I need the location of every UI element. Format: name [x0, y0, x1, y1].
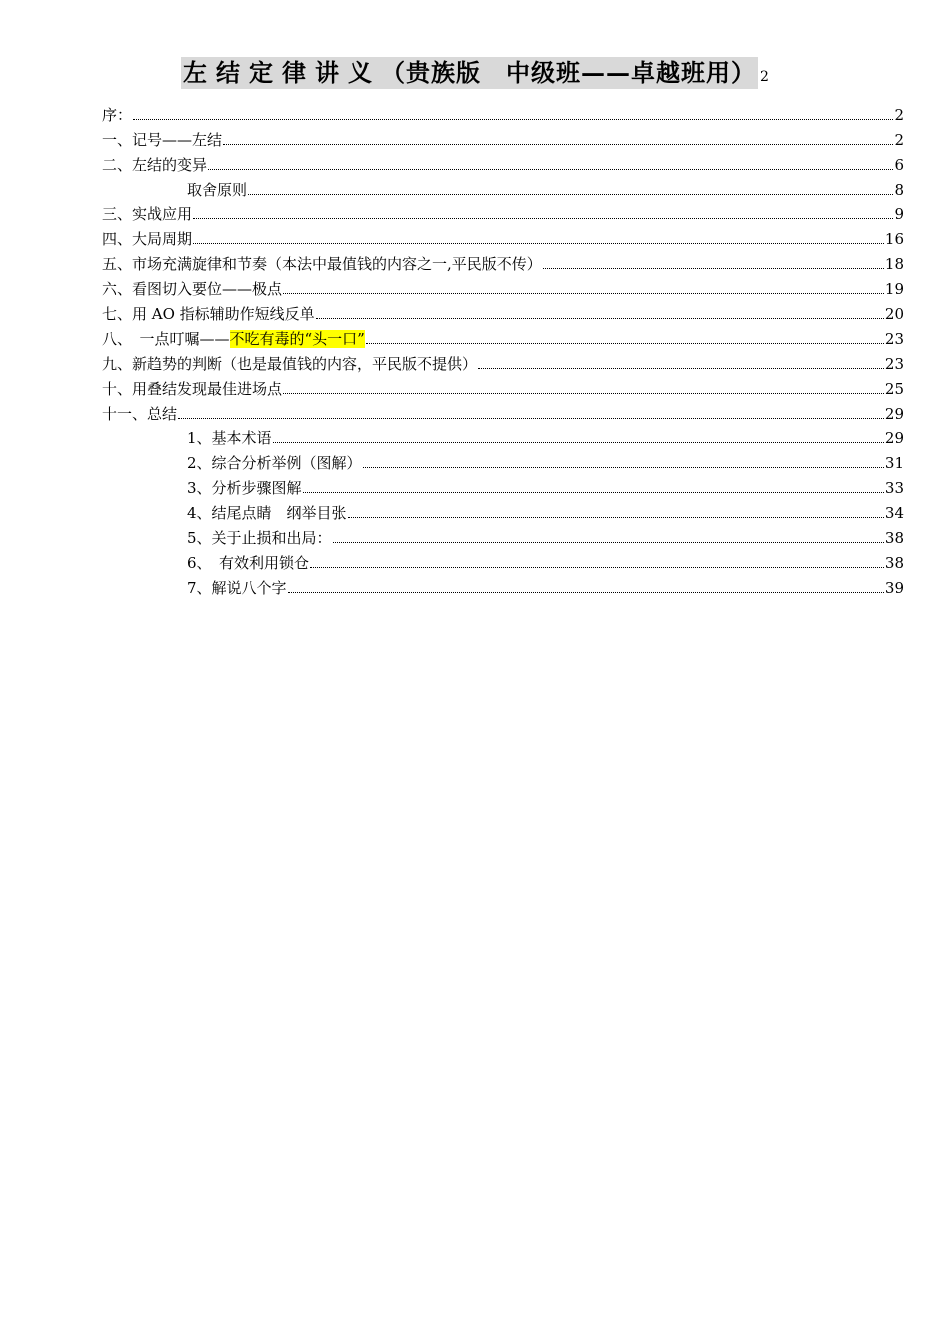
toc-entry-label: 序： — [102, 105, 133, 124]
toc-entry-label — [102, 329, 365, 349]
toc-entry[interactable] — [102, 125, 904, 150]
toc-leader-dots — [316, 317, 884, 319]
toc-leader-dots — [363, 466, 884, 468]
toc-subentry[interactable] — [187, 548, 904, 573]
toc-entry-label: 7、解说八个字 — [187, 578, 287, 597]
toc-leader-dots — [193, 242, 884, 244]
title-row — [0, 57, 950, 89]
toc-entry-label-prefix: 八、 一点叮嘱—— — [102, 329, 230, 348]
highlighted-text: 不吃有毒的“头一口” — [229, 329, 365, 348]
toc-subentry[interactable] — [187, 498, 904, 523]
title-rest-part: （贵族版 中级班——卓越班用） — [381, 58, 757, 87]
toc-entry-label: 五、市场充满旋律和节奏（本法中最值钱的内容之一,平民版不传） — [102, 255, 542, 274]
toc-leader-dots — [283, 292, 884, 294]
toc-entry[interactable] — [102, 249, 904, 274]
toc-subentry[interactable] — [187, 448, 904, 473]
toc-entry-label: 3、分析步骤图解 — [187, 479, 302, 498]
toc-leader-dots — [478, 367, 884, 369]
toc-entry-label: 6、 有效利用锁仓 — [187, 553, 310, 572]
title-spaced-part: 左结定律讲义 — [183, 58, 382, 87]
toc-leader-dots — [273, 441, 884, 443]
toc-entry-label: 5、关于止损和出局： — [187, 529, 332, 548]
toc-entry-page: 39 — [884, 578, 904, 597]
toc-leader-dots — [366, 342, 884, 344]
toc-entry-label: 4、结尾点睛 纲举目张 — [187, 504, 347, 523]
toc-entry[interactable] — [102, 399, 904, 424]
toc-subentry[interactable] — [187, 573, 904, 598]
toc-leader-dots — [543, 267, 884, 269]
toc-subentry[interactable] — [187, 473, 904, 498]
toc-entry-page: 2 — [894, 130, 904, 149]
toc-entry-page: 19 — [884, 280, 904, 299]
toc-leader-dots — [348, 516, 884, 518]
toc-leader-dots — [208, 168, 893, 170]
toc-entry-page: 38 — [884, 553, 904, 572]
toc-leader-dots — [248, 193, 893, 195]
toc-entry-page: 38 — [884, 529, 904, 548]
toc-leader-dots — [333, 541, 884, 543]
toc-entry-page: 29 — [884, 429, 904, 448]
toc-entry-label: 十一、总结 — [102, 404, 178, 423]
toc-entry-label: 取舍原则 — [187, 180, 248, 199]
toc-leader-dots — [178, 417, 884, 419]
toc-entry[interactable] — [102, 324, 904, 349]
toc-entry[interactable] — [102, 100, 904, 125]
toc-entry-page: 18 — [884, 255, 904, 274]
toc-entry[interactable] — [102, 299, 904, 324]
toc-entry-label: 二、左结的变异 — [102, 155, 208, 174]
toc-entry-label: 十、用叠结发现最佳进场点 — [102, 379, 283, 398]
toc-subentry[interactable] — [187, 175, 904, 200]
toc-entry-label: 一、记号——左结 — [102, 130, 223, 149]
toc-entry-page: 31 — [884, 454, 904, 473]
document-title — [181, 57, 758, 89]
toc-entry-page: 8 — [894, 180, 904, 199]
toc-entry-label: 三、实战应用 — [102, 205, 193, 224]
toc-entry[interactable] — [102, 374, 904, 399]
toc-entry-page: 9 — [894, 205, 904, 224]
toc-entry-page: 20 — [884, 305, 904, 324]
title-page-number: 2 — [760, 69, 769, 85]
toc-entry-label: 2、综合分析举例（图解） — [187, 454, 362, 473]
toc-entry-page: 2 — [894, 105, 904, 124]
toc-leader-dots — [133, 118, 893, 120]
toc-leader-dots — [193, 217, 893, 219]
toc-entry-page: 29 — [884, 404, 904, 423]
toc-entry[interactable] — [102, 224, 904, 249]
toc-entry-page: 16 — [884, 230, 904, 249]
toc-entry-page: 34 — [884, 504, 904, 523]
toc-entry-label: 九、新趋势的判断（也是最值钱的内容，平民版不提供） — [102, 354, 478, 373]
toc-entry-label: 七、用 AO 指标辅助作短线反单 — [102, 305, 315, 324]
toc-entry-page: 33 — [884, 479, 904, 498]
toc-leader-dots — [288, 591, 884, 593]
toc-leader-dots — [303, 491, 884, 493]
toc-subentry[interactable] — [187, 424, 904, 449]
toc-entry-label: 四、大局周期 — [102, 230, 193, 249]
toc-entry-page: 23 — [884, 329, 904, 348]
toc-entry[interactable] — [102, 274, 904, 299]
toc-entry-page: 6 — [894, 155, 904, 174]
toc-entry[interactable] — [102, 349, 904, 374]
toc-entry[interactable] — [102, 150, 904, 175]
table-of-contents — [0, 100, 950, 598]
toc-leader-dots — [283, 392, 884, 394]
toc-subentry[interactable] — [187, 523, 904, 548]
toc-entry[interactable] — [102, 200, 904, 225]
toc-entry-label: 六、看图切入要位——极点 — [102, 280, 283, 299]
toc-entry-label: 1、基本术语 — [187, 429, 272, 448]
toc-entry-page: 23 — [884, 354, 904, 373]
toc-leader-dots — [223, 143, 893, 145]
toc-entry-page: 25 — [884, 379, 904, 398]
toc-leader-dots — [310, 566, 884, 568]
